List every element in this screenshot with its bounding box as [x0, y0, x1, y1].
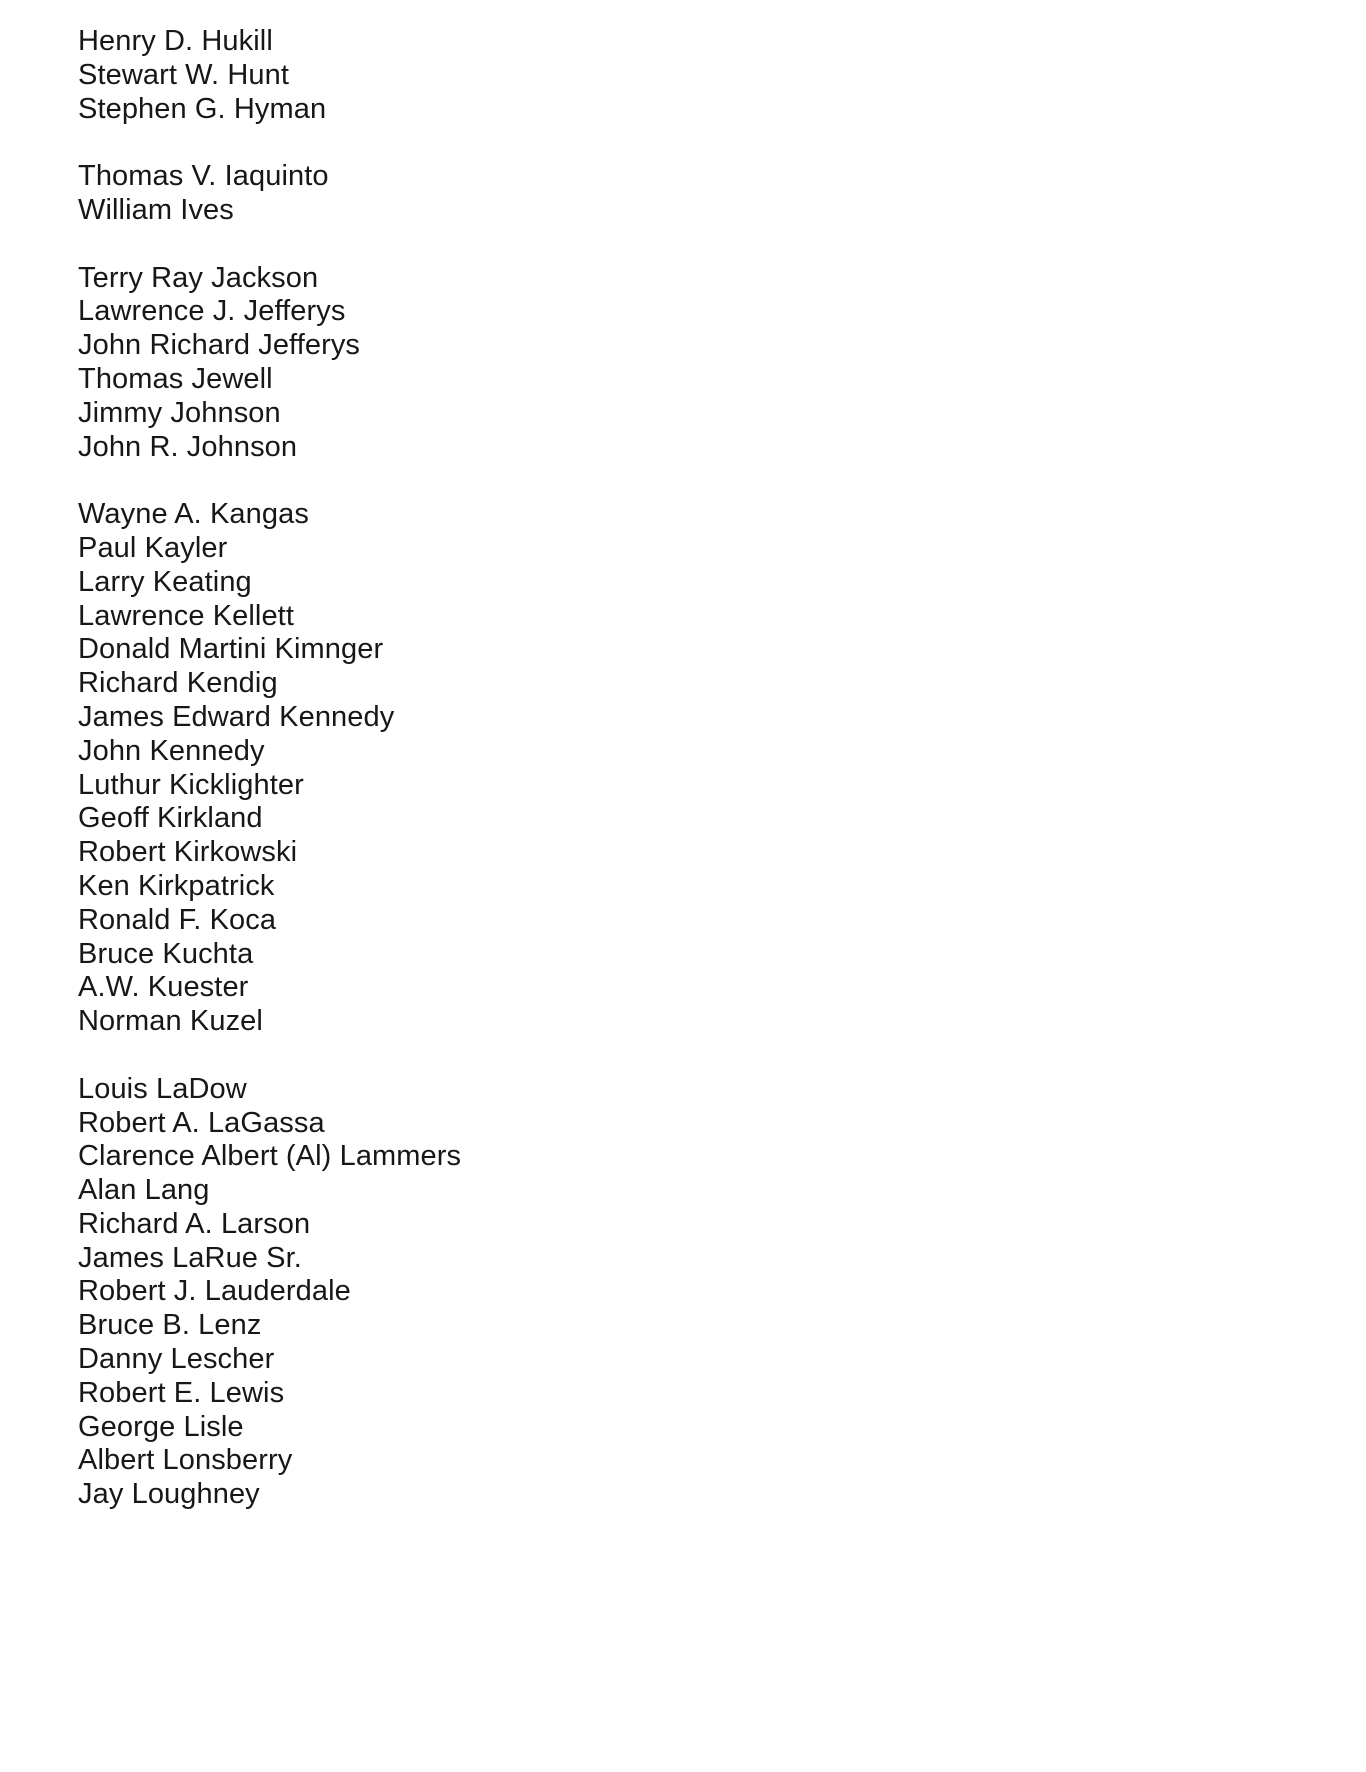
list-item: Ronald F. Koca — [78, 903, 277, 936]
list-item: Geoff Kirkland — [78, 802, 263, 835]
list-item: Paul Kayler — [78, 531, 228, 564]
list-item: Richard Kendig — [78, 667, 278, 700]
list-item: Robert Kirkowski — [78, 836, 298, 869]
name-list — [78, 25, 1326, 1512]
list-item: Lawrence Kellett — [78, 599, 294, 632]
list-item: Jimmy Johnson — [78, 396, 281, 429]
list-item: Alan Lang — [78, 1174, 210, 1207]
list-item: Robert A. LaGassa — [78, 1106, 325, 1139]
group-spacer — [78, 1039, 1326, 1073]
list-item: John Kennedy — [78, 734, 265, 767]
list-item: Louis LaDow — [78, 1072, 247, 1105]
list-item: Luthur Kicklighter — [78, 768, 304, 801]
list-item: George Lisle — [78, 1410, 244, 1443]
list-item: Jay Loughney — [78, 1478, 260, 1511]
list-item: Larry Keating — [78, 565, 252, 598]
list-item: Bruce Kuchta — [78, 937, 254, 970]
list-item: Thomas Jewell — [78, 362, 273, 395]
list-item: Richard A. Larson — [78, 1207, 311, 1240]
list-item: Albert Lonsberry — [78, 1444, 293, 1477]
group-spacer — [78, 126, 1326, 160]
list-item: Robert E. Lewis — [78, 1376, 285, 1409]
list-item: Wayne A. Kangas — [78, 498, 309, 531]
list-item: Robert J. Lauderdale — [78, 1275, 351, 1308]
group-spacer — [78, 464, 1326, 498]
list-item: Ken Kirkpatrick — [78, 869, 275, 902]
list-item: James LaRue Sr. — [78, 1241, 302, 1274]
list-item: Lawrence J. Jefferys — [78, 295, 346, 328]
list-item: Bruce B. Lenz — [78, 1309, 262, 1342]
list-item: Donald Martini Kimnger — [78, 633, 384, 666]
list-item: John R. Johnson — [78, 430, 298, 463]
list-item: Stephen G. Hyman — [78, 92, 327, 125]
list-item: A.W. Kuester — [78, 971, 249, 1004]
group-spacer — [78, 228, 1326, 262]
list-item: Thomas V. Iaquinto — [78, 160, 329, 193]
list-item: Terry Ray Jackson — [78, 261, 319, 294]
list-item: Henry D. Hukill — [78, 25, 273, 57]
list-item: Danny Lescher — [78, 1343, 275, 1376]
list-item: John Richard Jefferys — [78, 329, 361, 362]
list-item: William Ives — [78, 193, 234, 226]
list-item: Stewart W. Hunt — [78, 58, 290, 91]
list-item: Clarence Albert (Al) Lammers — [78, 1140, 462, 1173]
list-item: James Edward Kennedy — [78, 700, 395, 733]
list-item: Norman Kuzel — [78, 1005, 263, 1038]
